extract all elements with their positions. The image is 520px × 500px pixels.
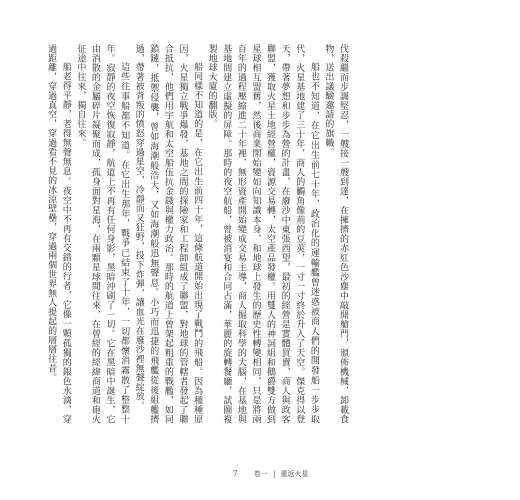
footer-separator: | bbox=[272, 470, 276, 478]
page-footer bbox=[233, 469, 309, 479]
paragraph: 伐殺繼而步調堅忍，一艘接一艘到達，在擁擠的赤紅色沙塵中敲開艙門，頒佈機械，卸載食物，送出議驗邀請的旗幟。 bbox=[323, 44, 348, 424]
page-number: 7 bbox=[233, 470, 238, 478]
vertical-text-body bbox=[44, 44, 350, 424]
section-title: 重返火星 bbox=[280, 470, 309, 478]
paragraph: 船老得平靜，老得無聲無息。夜空中不再有交錯的行者，它像一顆孤獨的銀色水滴，穿過距離，穿過真空，穿過看不見的冰涼壁壘，穿過兩個世界無人提起的層層往昔。 bbox=[46, 44, 71, 424]
paragraph: 這些往事船都不知道。在它出生那年，戰爭已結束了十年，一切都懷消霧散了整整十年。寂靜的夜空恢復寂靜，航道上不再有任何身影，黑暗沖刷了一切。它在黑暗中誕生，它由消散的金屬碎片凝聚而成，孤身面對星海，在兩顆星球間往來，在曾經的經緯商道和砲火征途中往來，獨自往來。 bbox=[75, 44, 130, 424]
chapter-label: 卷一 bbox=[253, 470, 268, 478]
paragraph: 船也不知道，在它出生前七十年，政治化的運輸艦曾迷惑被商人們的開發船一步步取代，火星基地建了三十年，商人的觸角像荊的豆莢，一寸一寸終於升入了天空。傑克得以登天，帶著夢想和步步為營的計畫，在廢沙中東張西望，最初的經營是實體買賣，商人與政客聯盟，獲取火星土地經營權，資源交易轉，太空產品發權。用雙人的神詞組和鵝爵雙方做到星球相互盟舊，然後商業開始變如向知識本身，和地球上發生的歷史性轉變相同，只是將兩百年的過程壓縮進二十年裡，無形資產開始變成交易主導，商人掘取科學的大腦，在基地與基地間建立虛擬的屏障。那時的夜空航船，曾被消宴和合同占滿，華麗的旋轉餐廳，試圖複製地球大廈的翻版。 bbox=[206, 44, 319, 424]
paragraph: 船同樣不知道的是，在它出生前四十年，這條航道開始出現了戰鬥的飛船。因為種種原因，火星獨立戰爭爆發，基地之間的探險家和工程師組成了聯盟，對地球的管轄者發起了聯合抵抗，他們用宇航和太空船伍抗金錢與權力政治。那時的航道上曾架起粗重的戰艦，如同鎖鏈，抵禦侵襲，曾如海潮般浩大，又如海潮般迅無聲息。小巧而迅捷的飛艦從後組艦擠過，帶著被背叛的憤怒穿過星空，冷靜而又狂野，投下炸彈，讓血光在廢沙裡無聲綻放。 bbox=[133, 44, 203, 424]
